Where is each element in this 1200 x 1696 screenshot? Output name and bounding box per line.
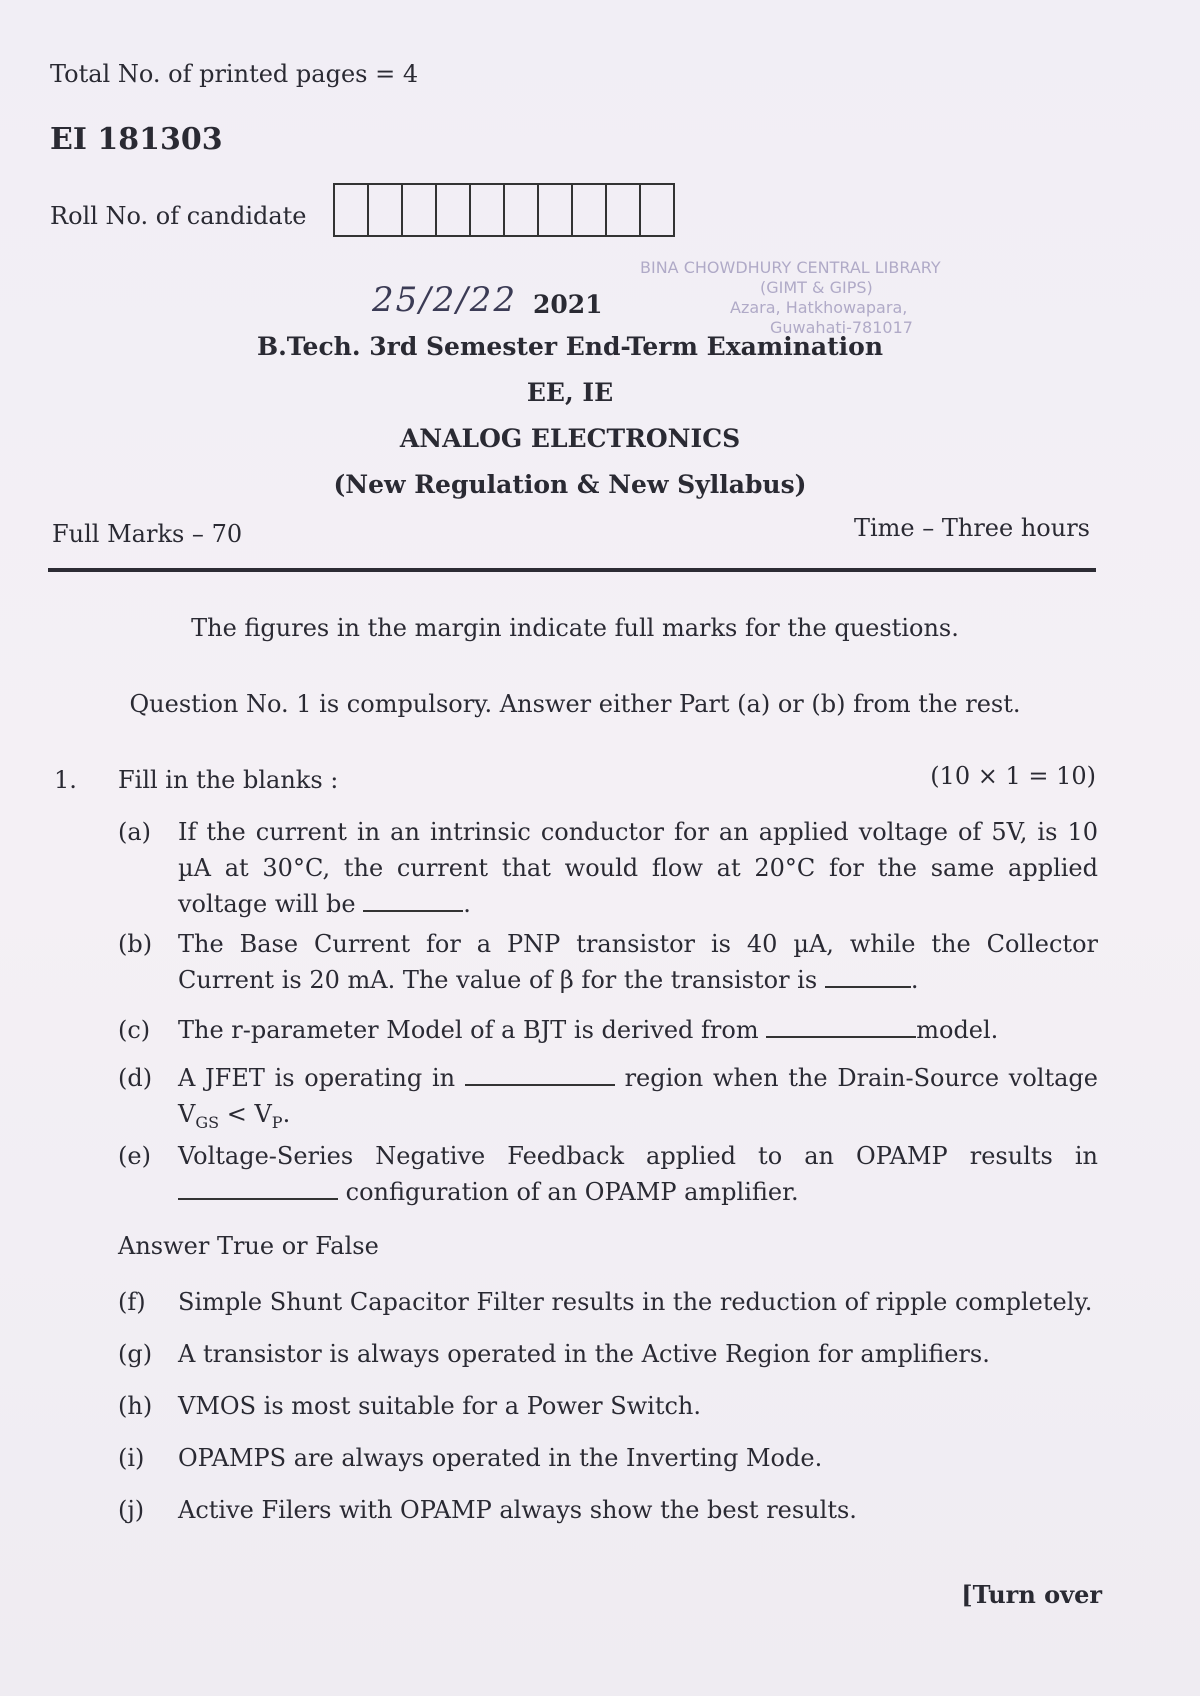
printed-pages-note: Total No. of printed pages = 4 xyxy=(50,60,419,88)
exam-duration: Time – Three hours xyxy=(853,514,1090,542)
subject-title: ANALOG ELECTRONICS xyxy=(399,424,741,453)
full-marks: Full Marks – 70 xyxy=(52,520,243,548)
true-false-heading: Answer True or False xyxy=(118,1232,379,1260)
question-item-a: (a) If the current in an intrinsic conductor for an applied voltage of 5V, is 10 µA at 30°C, the current that would flow at 20°C for the same applied voltage will be . xyxy=(118,814,1098,922)
stamp-line: BINA CHOWDHURY CENTRAL LIBRARY xyxy=(640,258,941,277)
item-label: (b) xyxy=(118,930,153,958)
item-label: (h) xyxy=(118,1392,153,1420)
question-item-f xyxy=(118,1284,1098,1320)
item-text: Voltage-Series Negative Feedback applied to an OPAMP results in xyxy=(178,1142,1098,1170)
question-item-h xyxy=(118,1388,1098,1424)
question-marks: (10 × 1 = 10) xyxy=(930,762,1096,790)
item-text: The r-parameter Model of a BJT is derived from xyxy=(178,1016,759,1044)
item-label: (g) xyxy=(118,1340,153,1368)
item-text: < V xyxy=(219,1100,272,1128)
roll-digit-box[interactable] xyxy=(607,185,641,235)
item-text: model. xyxy=(916,1016,999,1044)
item-text: Simple Shunt Capacitor Filter results in the reduction of ripple completely. xyxy=(178,1288,1093,1316)
roll-digit-box[interactable] xyxy=(539,185,573,235)
item-text: A transistor is always operated in the Active Region for amplifiers. xyxy=(178,1340,990,1368)
item-text: region when the Drain-Source voltage V xyxy=(178,1064,1098,1128)
item-label: (f) xyxy=(118,1288,146,1316)
question-number: 1. xyxy=(54,766,77,794)
exam-year: 2021 xyxy=(533,290,603,319)
item-label: (d) xyxy=(118,1064,153,1092)
item-label: (e) xyxy=(118,1142,151,1170)
question-item-j xyxy=(118,1492,1098,1528)
stamp-line: Azara, Hatkhowapara, xyxy=(730,298,908,317)
answer-blank[interactable] xyxy=(363,890,463,912)
instruction-compulsory: Question No. 1 is compulsory. Answer either Part (a) or (b) from the rest. xyxy=(129,690,1021,718)
exam-title: B.Tech. 3rd Semester End-Term Examination xyxy=(256,332,884,361)
item-label: (a) xyxy=(118,818,152,846)
item-text: VMOS is most suitable for a Power Switch. xyxy=(178,1392,702,1420)
roll-digit-box[interactable] xyxy=(335,185,369,235)
regulation-note: (New Regulation & New Syllabus) xyxy=(333,470,807,499)
paper-code: EI 181303 xyxy=(50,122,223,157)
roll-digit-box[interactable] xyxy=(641,185,673,235)
stamp-line: (GIMT & GIPS) xyxy=(760,278,873,297)
header-divider xyxy=(48,568,1096,572)
item-text: If the current in an intrinsic conductor for an applied voltage of 5V, is 10 µA at 30°C, the current that would flow at 20°C for the same applied voltage will be xyxy=(178,818,1098,918)
roll-digit-box[interactable] xyxy=(573,185,607,235)
item-text: configuration of an OPAMP amplifier. xyxy=(345,1178,799,1206)
library-stamp xyxy=(640,258,941,338)
turn-over-note: [Turn over xyxy=(961,1580,1102,1609)
answer-blank[interactable] xyxy=(825,966,911,988)
question-heading: Fill in the blanks : xyxy=(118,766,339,794)
item-text: OPAMPS are always operated in the Inverting Mode. xyxy=(178,1444,823,1472)
roll-digit-box[interactable] xyxy=(505,185,539,235)
question-item-d xyxy=(118,1060,1098,1141)
roll-digit-box[interactable] xyxy=(403,185,437,235)
item-label: (j) xyxy=(118,1496,145,1524)
exam-branches: EE, IE xyxy=(526,378,614,407)
roll-digit-box[interactable] xyxy=(437,185,471,235)
question-item-c xyxy=(118,1012,1098,1048)
item-text: Active Filers with OPAMP always show the best results. xyxy=(178,1496,857,1524)
roll-digit-box[interactable] xyxy=(471,185,505,235)
item-label: (i) xyxy=(118,1444,145,1472)
roll-number-boxes[interactable] xyxy=(333,183,675,237)
question-item-e xyxy=(118,1138,1098,1210)
item-text: . xyxy=(282,1100,291,1128)
stamp-line: Guwahati-781017 xyxy=(770,318,913,337)
item-text: The Base Current for a PNP transistor is 40 µA, while the Collector Current is 20 mA. The value of β for the transistor is xyxy=(178,930,1098,994)
answer-blank[interactable] xyxy=(178,1178,338,1200)
subscript: GS xyxy=(195,1112,220,1132)
answer-blank[interactable] xyxy=(766,1016,916,1038)
question-item-g xyxy=(118,1336,1098,1372)
question-item-b: (b) The Base Current for a PNP transistor is 40 µA, while the Collector Current is 20 mA. The value of β for the transistor is . xyxy=(118,926,1098,998)
handwritten-date: 25/2/22 xyxy=(372,280,518,320)
roll-digit-box[interactable] xyxy=(369,185,403,235)
question-item-i xyxy=(118,1440,1098,1476)
subscript: P xyxy=(271,1112,283,1132)
answer-blank[interactable] xyxy=(465,1064,615,1086)
instruction-marks: The figures in the margin indicate full marks for the questions. xyxy=(191,614,959,642)
item-text: A JFET is operating in xyxy=(178,1064,456,1092)
roll-number-label: Roll No. of candidate xyxy=(50,202,307,230)
item-label: (c) xyxy=(118,1016,151,1044)
